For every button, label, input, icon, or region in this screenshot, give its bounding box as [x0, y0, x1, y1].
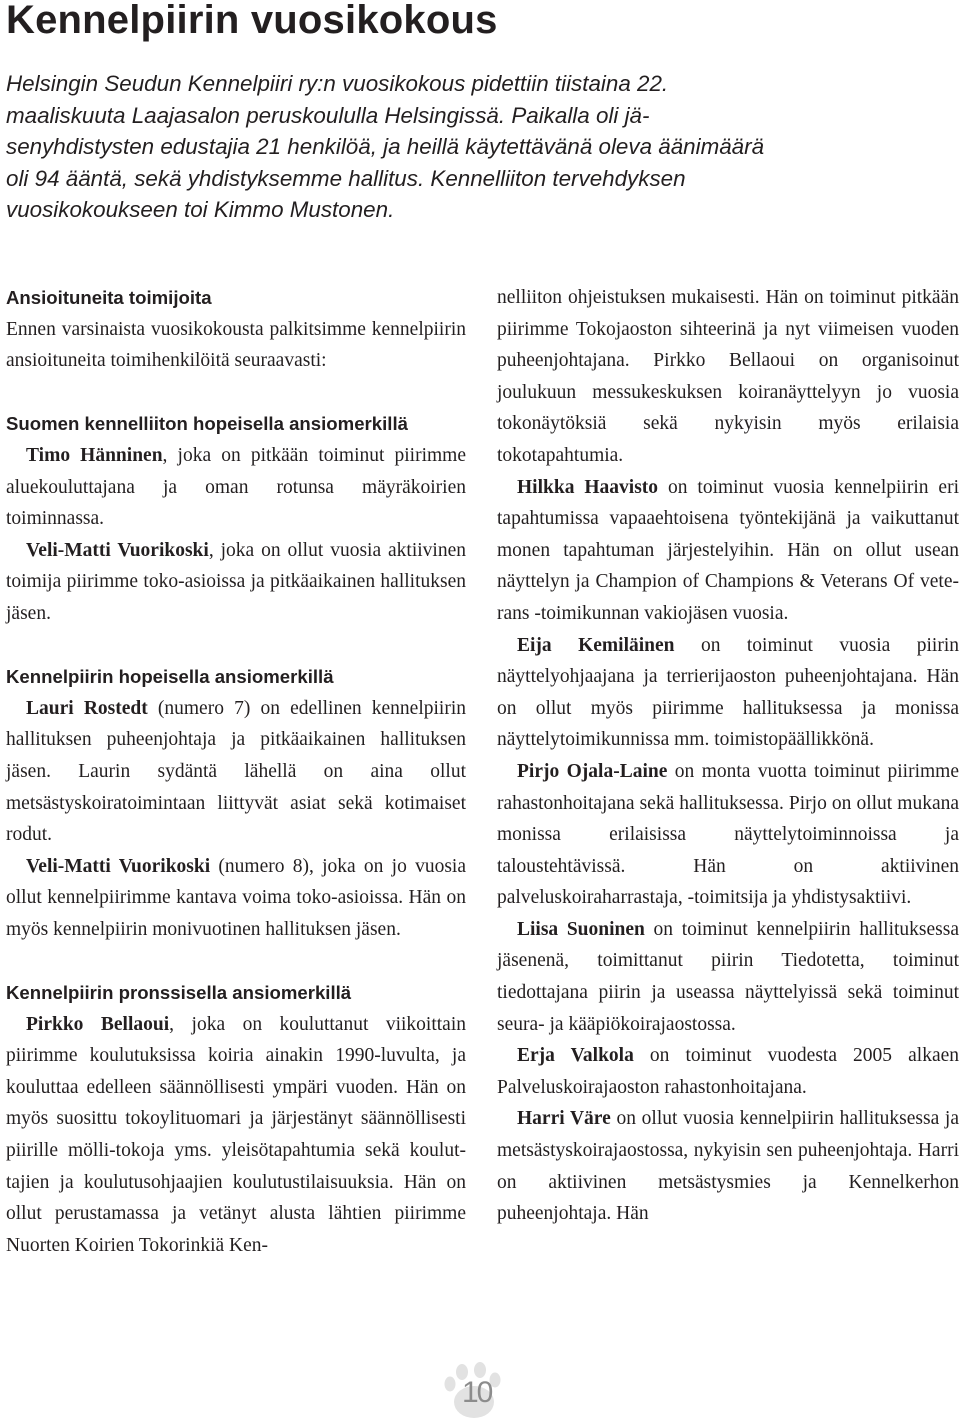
- page-title: Kennelpiirin vuosikokous: [6, 0, 498, 42]
- award-paragraph: [6, 535, 466, 630]
- page-number: 10: [462, 1376, 492, 1409]
- section-heading-ansioituneita: Ansioituneita toimijoita: [6, 287, 212, 308]
- award-text: , joka on ollut vuosia aktiivinen toimija piirimme toko-asioissa ja pitkäaikainen hallituksen jäsen.: [6, 539, 467, 624]
- award-paragraph: [6, 1009, 466, 1262]
- section-heading-piiri-pronssi: Kennelpiirin pronssisella ansiomerkillä: [6, 982, 352, 1004]
- intro-paragraph: Ennen varsinaista vuosikokousta palkitsimme kennelpiirin ansioituneita toimihenkilöitä seuraavasti:: [6, 318, 466, 372]
- continued-paragraph: nelliiton ohjeistuksen mukaisesti. Hän on toiminut pitkään piirimme Tokojaoston sihteerinä ja nyt viimeisen vuoden puheenjohtajana. Pirkko Bellaoui on organisoinut joulukuun messukeskuksen koiranäyttelyyn jo vuosia tokonäytöksiä sekä nykyisin myös erilaisia tokotapahtumia.: [497, 287, 959, 466]
- award-text: , joka on kouluttanut viikoittain piirimme koulutuksissa koiria ainakin 1990-luvulta, ja kouluttaa edelleen säännöllisesti ympäri vuoden. Hän on myös suosittu tokoylituomari ja järjestänyt säännöllisesti piirille mölli-tokoja yms. yleisötapahtumia sekä kouluttajien ja koulutusohjaajien koulutustilaisuuksia. Hän on ollut perustamassa ja vetänyt alusta lähtien piirimme Nuorten Koirien Tokorinkiä Ken-: [6, 1013, 467, 1256]
- page-number-badge: [440, 1362, 510, 1420]
- person-name: Harri Väre: [517, 1108, 611, 1130]
- award-text: on toiminut kennelpiirin hallituksessa jäsenenä, toimittanut piirin Tiedotetta, toiminut tiedottajana piirin ja useassa näyttelyissä sekä toiminut seura- ja kääpiökoirajaostossa.: [497, 918, 959, 1035]
- person-name: Veli-Matti Vuorikoski: [26, 539, 209, 561]
- award-paragraph: [6, 693, 466, 851]
- award-paragraph: [497, 914, 959, 1040]
- award-paragraph: [497, 756, 959, 914]
- award-paragraph: [497, 472, 959, 630]
- lead-paragraph: Helsingin Seudun Kennelpiiri ry:n vuosikokous pidettiin tiistaina 22. maaliskuuta Laajasalon peruskoululla Helsingissä. Paikalla oli jäsenyhdistysten edustajia 21 henkilöä, ja heillä käytettävänä oleva äänimäärä oli 94 ääntä, sekä yhdistyksemme hallitus. Kennelliiton tervehdyksen vuosikokoukseen toi Kimmo Mustonen.: [6, 71, 765, 222]
- person-name: Eija Kemiläinen: [517, 634, 675, 656]
- person-name: Hilkka Haavisto: [517, 476, 659, 498]
- award-paragraph: [6, 440, 466, 535]
- section-heading-skl-hopea: Suomen kennelliiton hopeisella ansiomerkillä: [6, 413, 408, 435]
- award-paragraph: [6, 851, 466, 946]
- person-name: Timo Hänninen: [26, 444, 163, 466]
- person-name: Pirkko Bellaoui: [26, 1013, 170, 1035]
- award-text: on toiminut vuosia kennelpiirin eri tapahtumissa vapaaehtoisena työntekijänä ja vaikuttanut monen tapahtuman järjestelyihin. Hän on ollut usean näyttelyn ja Champion of Champions & Veterans Of veterans -toimikunnan vakiojäsen vuosia.: [497, 476, 959, 624]
- award-text: on monta vuotta toiminut piirimme rahastonhoitajana sekä hallituksessa. Pirjo on ollut mukana monissa erilaisissa näyttelytoiminnoissa ja taloustehtävissä. Hän on aktiivinen palveluskoiraharrastaja, -toimitsija ja yhdistysaktiivi.: [497, 760, 959, 909]
- award-text: on ollut vuosia kennelpiirin hallituksessa ja metsästyskoirajaostossa, nykyisin sen puheenjohtaja. Harri on aktiivinen metsästysmies ja Kennelkerhon puheenjohtaja. Hän: [497, 1108, 959, 1225]
- person-name: Pirjo Ojala-Laine: [517, 760, 668, 782]
- person-name: Erja Valkola: [517, 1045, 634, 1067]
- award-text: (numero 8), joka on jo vuosia ollut kennelpiirimme kantava voima toko-asioissa. Hän on myös kennelpiirin monivuotinen hallituksen jäsen.: [6, 855, 467, 940]
- award-text: on toiminut vuosia piirin näyttelyohjaajana ja terrierijaoston puheenjohtajana. Hän on ollut myös piirimme hallituksessa ja monissa näyttelytoimikunnissa mm. toimistopäällikkönä.: [497, 634, 959, 751]
- award-paragraph: [497, 1040, 959, 1103]
- right-column: [497, 282, 959, 1230]
- award-text: (numero 7) on edellinen kennelpiirin hallituksen puheenjohtaja ja pitkäaikainen hallituksen jäsen. Laurin sydäntä lähellä on aina ollut metsästyskoiratoimintaan liittyvät asiat sekä kotimaiset rodut.: [6, 697, 466, 846]
- person-name: Veli-Matti Vuorikoski: [26, 855, 211, 877]
- person-name: Liisa Suoninen: [517, 918, 645, 940]
- award-paragraph: [497, 630, 959, 756]
- award-text: on toiminut vuodesta 2005 alkaen Palveluskoirajaoston rahastonhoitajana.: [497, 1045, 959, 1098]
- person-name: Lauri Rostedt: [26, 697, 148, 719]
- award-paragraph: [497, 1103, 959, 1229]
- left-column: [6, 282, 466, 1261]
- award-text: , joka on pitkään toiminut piirimme aluekouluttajana ja oman rotunsa mäyräkoirien toiminnassa.: [6, 444, 466, 530]
- section-heading-piiri-hopea: Kennelpiirin hopeisella ansiomerkillä: [6, 666, 334, 688]
